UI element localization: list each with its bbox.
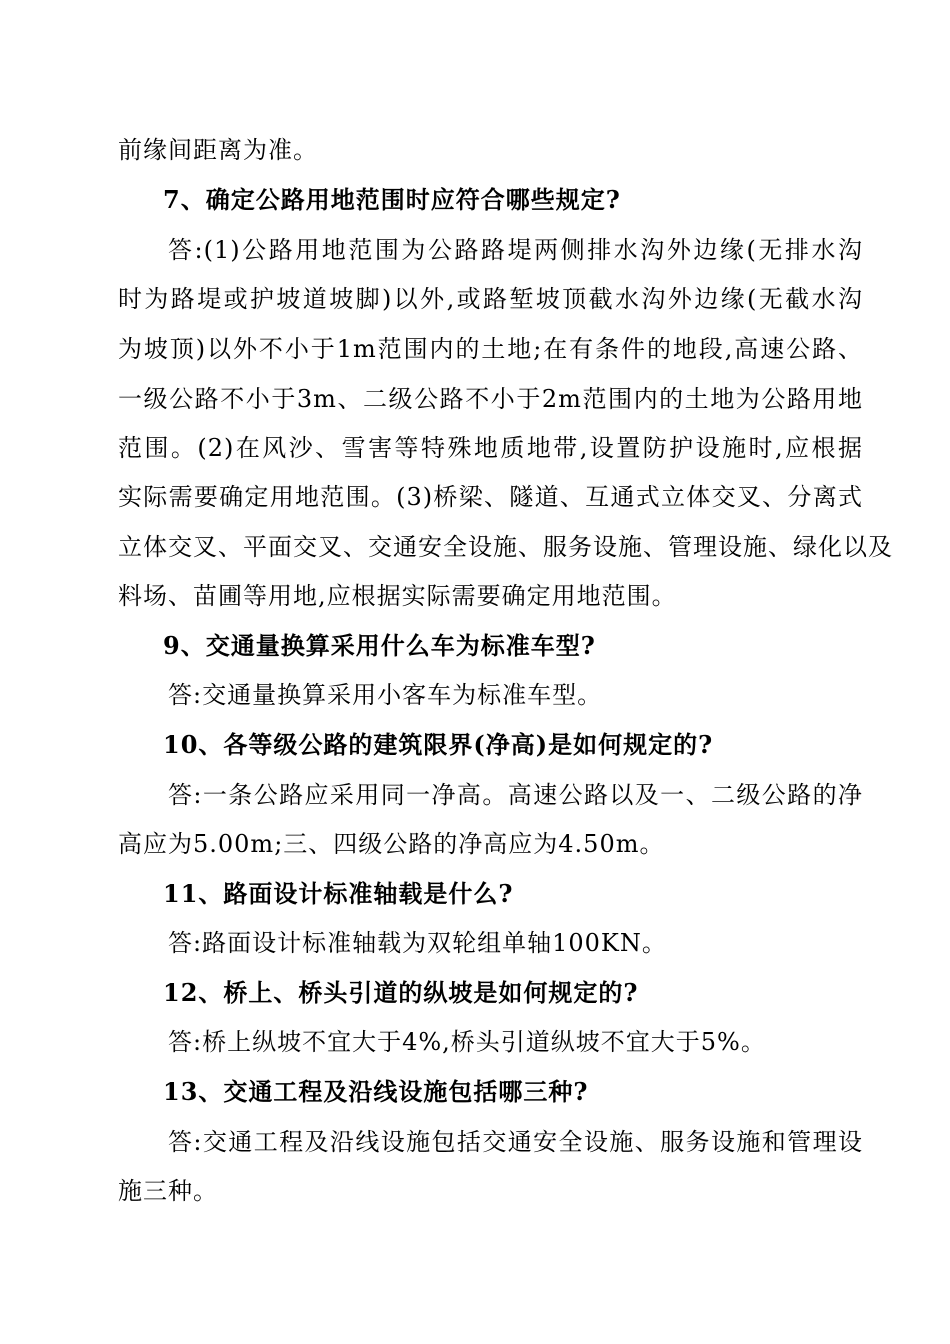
answer-7-line: 一级公路不小于3m、二级公路不小于2m范围内的土地为公路用地 — [118, 385, 863, 413]
answer-7-line: 实际需要确定用地范围。(3)桥梁、隧道、互通式立体交叉、分离式 — [118, 483, 863, 511]
answer-7-line: 料场、苗圃等用地,应根据实际需要确定用地范围。 — [118, 582, 677, 610]
question-10: 10、各等级公路的建筑限界(净高)是如何规定的? — [163, 730, 714, 759]
answer-13-line: 施三种。 — [118, 1177, 218, 1205]
question-13: 13、交通工程及沿线设施包括哪三种? — [163, 1077, 589, 1106]
answer-11: 答:路面设计标准轴载为双轮组单轴100KN。 — [168, 929, 667, 957]
answer-7-line: 时为路堤或护坡道坡脚)以外,或路堑坡顶截水沟外边缘(无截水沟 — [118, 285, 863, 313]
question-7: 7、确定公路用地范围时应符合哪些规定? — [163, 185, 621, 214]
answer-7-line: 答:(1)公路用地范围为公路路堤两侧排水沟外边缘(无排水沟 — [168, 236, 863, 264]
answer-7-line: 为坡顶)以外不小于1m范围内的土地;在有条件的地段,高速公路、 — [118, 335, 863, 363]
paragraph-line: 前缘间距离为准。 — [118, 136, 318, 164]
answer-13-line: 答:交通工程及沿线设施包括交通安全设施、服务设施和管理设 — [168, 1128, 863, 1156]
answer-10-line: 高应为5.00m;三、四级公路的净高应为4.50m。 — [118, 830, 665, 858]
question-11: 11、路面设计标准轴载是什么? — [163, 879, 514, 908]
answer-10-line: 答:一条公路应采用同一净高。高速公路以及一、二级公路的净 — [168, 781, 863, 809]
answer-12: 答:桥上纵坡不宜大于4%,桥头引道纵坡不宜大于5%。 — [168, 1028, 766, 1056]
answer-7-line: 立体交叉、平面交叉、交通安全设施、服务设施、管理设施、绿化以及 — [118, 533, 893, 561]
question-12: 12、桥上、桥头引道的纵坡是如何规定的? — [163, 978, 639, 1007]
answer-9: 答:交通量换算采用小客车为标准车型。 — [168, 681, 603, 709]
answer-7-line: 范围。(2)在风沙、雪害等特殊地质地带,设置防护设施时,应根据 — [118, 434, 863, 462]
question-9: 9、交通量换算采用什么车为标准车型? — [163, 631, 596, 660]
